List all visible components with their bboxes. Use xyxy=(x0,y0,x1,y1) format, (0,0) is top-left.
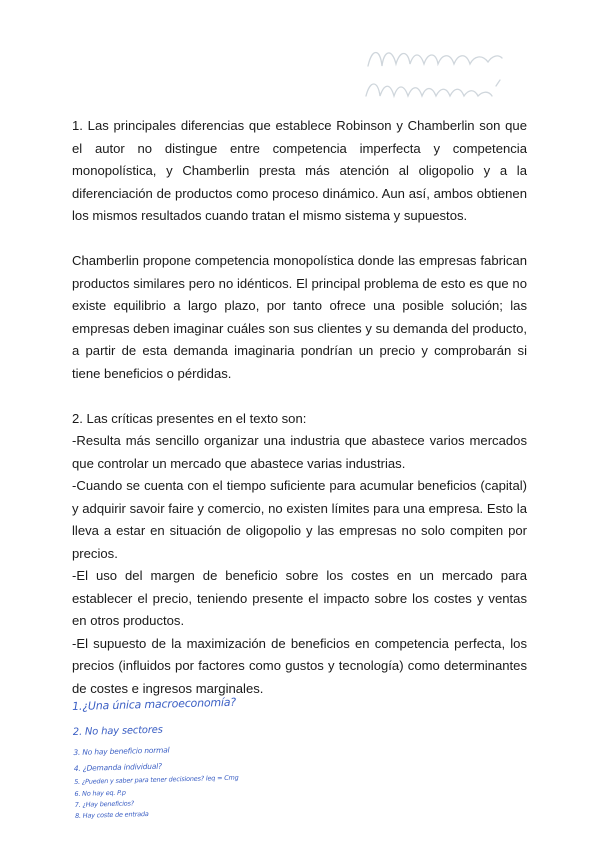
criticism-item: -El uso del margen de beneficio sobre los costes en un mercado para establecer el precio, teniendo presente el impacto sobre los costes y ventas en otros productos. xyxy=(72,568,527,628)
handwritten-note: 5. ¿Pueden y saber para tener decisiones? leq = Cmg xyxy=(74,773,239,786)
criticism-item: -El supuesto de la maximización de beneficios en competencia perfecta, los precios (influidos por factores como gustos y tecnología) como determinantes de costes e ingresos marginales. xyxy=(72,635,527,696)
handwritten-note: 3. No hay beneficio normal xyxy=(73,745,170,757)
handwritten-note: 4. ¿Demanda individual? xyxy=(73,761,162,773)
handwritten-note: 8. Hay coste de entrada xyxy=(74,810,149,820)
handwritten-notes xyxy=(72,692,375,820)
answer-text xyxy=(72,115,527,700)
paragraph-chamberlin: Chamberlin propone competencia monopolística donde las empresas fabrican productos similares pero no idénticos. El principal problema de esto es que no existe equilibrio a largo plazo, por tanto ofrece una posible solución; las empresas deben imaginar cuáles son sus clientes y su demanda del producto, a partir de esta demanda imaginaria pondrían un precio y comprobarán si tiene beneficios o pérdidas. xyxy=(72,253,527,381)
criticism-item: -Cuando se cuenta con el tiempo suficiente para acumular beneficios (capital) y adquirir savoir faire y comercio, no existen límites para una empresa. Esto la lleva a estar en situación de oligopolio y las empresas no solo compiten por precios. xyxy=(72,478,527,561)
paragraph-criticisms-heading: 2. Las críticas presentes en el texto son: xyxy=(72,410,307,426)
paragraph-differences: 1. Las principales diferencias que establece Robinson y Chamberlin son que el autor no distingue entre competencia imperfecta y competencia monopolística, y Chamberlin presta más atención al oligopolio y a la diferenciación de productos como proceso dinámico. Aun así, ambos obtienen los mismos resultados cuando tratan el mismo sistema y supuestos. xyxy=(72,118,527,223)
handwritten-note: 6. No hay eq. P.p xyxy=(74,788,126,798)
criticism-item: -Resulta más sencillo organizar una industria que abastece varios mercados que controlar un mercado que abastece varias industrias. xyxy=(72,433,527,471)
handwritten-note: 7. ¿Hay beneficios? xyxy=(74,799,135,809)
pencil-scribble-mark xyxy=(360,40,505,112)
handwritten-note: 2. No hay sectores xyxy=(72,724,163,738)
handwritten-note: 1.¿Una única macroeconomía? xyxy=(72,695,237,713)
